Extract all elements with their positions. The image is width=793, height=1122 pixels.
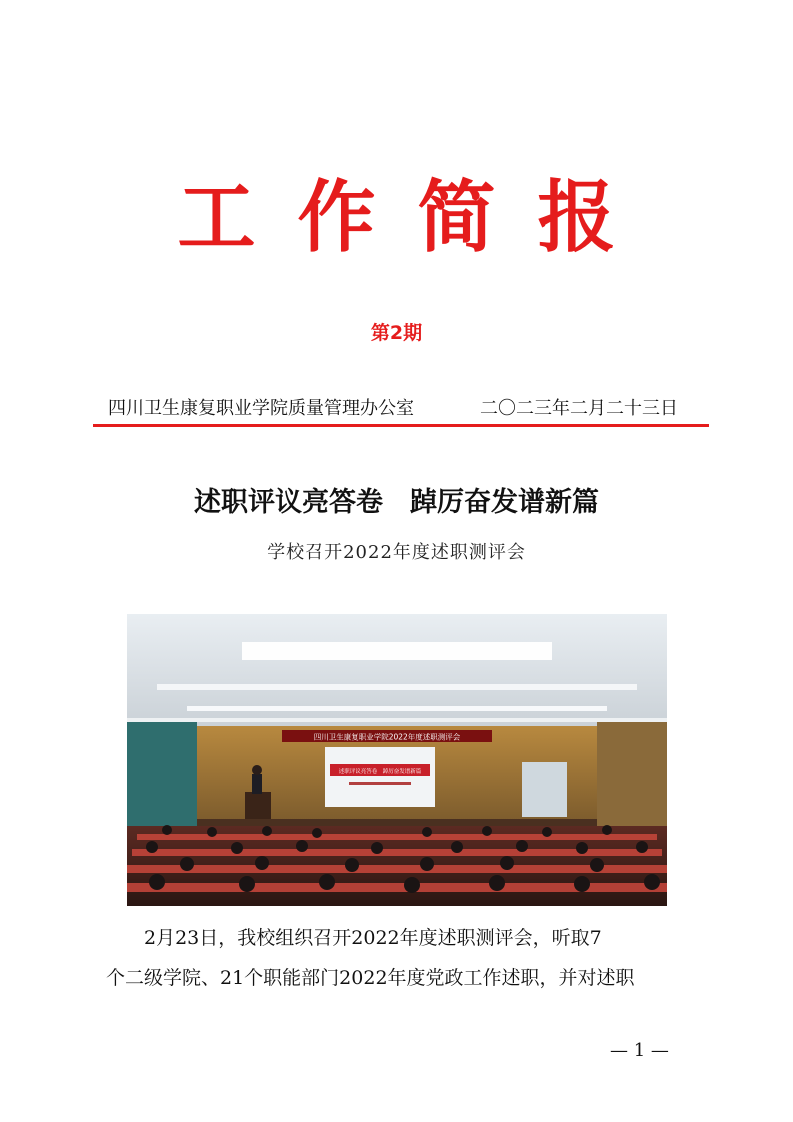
paragraph-line-2: 个二级学院、21个职能部门2022年度党政工作述职，并对述职: [106, 967, 635, 989]
projector-screen-text: 述职评议亮答卷 踔厉奋发谱新篇: [338, 769, 422, 775]
meeting-hall-illustration: [127, 614, 667, 906]
meeting-photo: [127, 614, 667, 906]
red-divider-rule: [93, 424, 709, 427]
issue-date: 二〇二三年二月二十三日: [480, 398, 678, 419]
masthead-title: 工作简报: [177, 173, 658, 263]
article-subhead: 学校召开2022年度述职测评会: [267, 542, 526, 563]
stage-banner-text: 四川卫生康复职业学院2022年度述职测评会: [313, 732, 461, 742]
article-headline: 述职评议亮答卷 踔厉奋发谱新篇: [194, 487, 599, 518]
issue-number: 第2期: [370, 322, 423, 344]
issuing-office: 四川卫生康复职业学院质量管理办公室: [108, 398, 414, 419]
paragraph-line-1: 2月23日，我校组织召开2022年度述职测评会，听取7: [144, 927, 602, 949]
page-number: — 1 —: [610, 1040, 669, 1061]
